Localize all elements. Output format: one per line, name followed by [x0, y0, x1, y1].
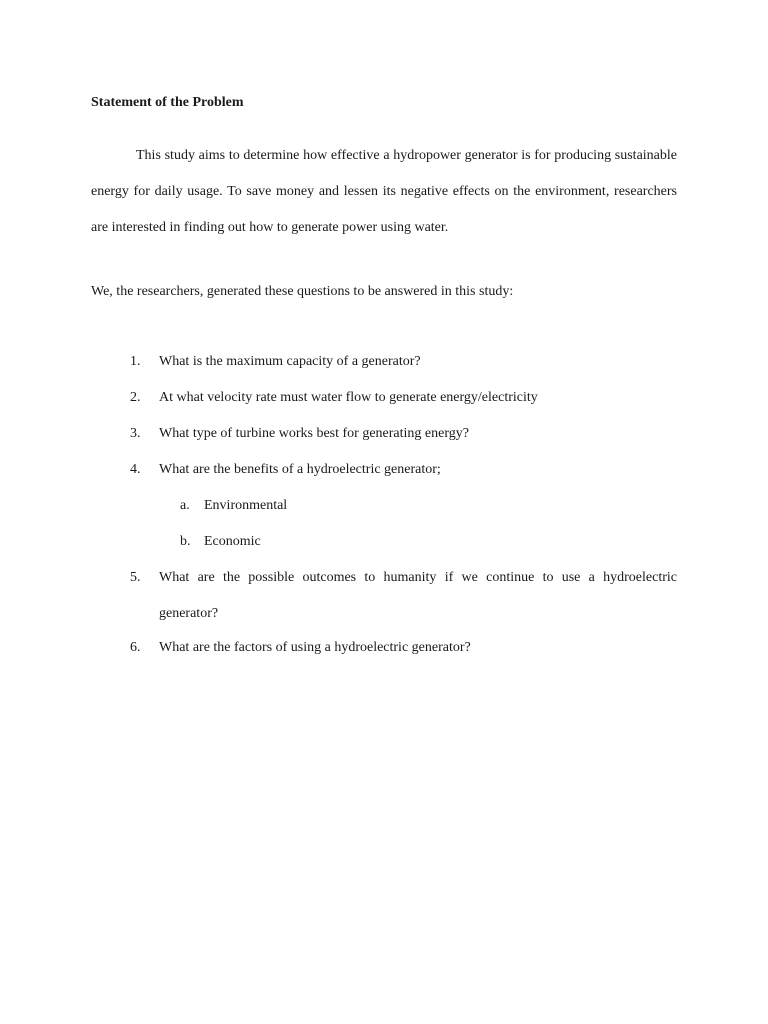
sub-question-text: Environmental	[204, 498, 288, 513]
question-item-2	[130, 380, 677, 416]
question-item-3	[130, 416, 677, 452]
sub-question-text: Economic	[204, 534, 261, 549]
question-item-5	[130, 560, 677, 632]
question-number: 1.	[130, 354, 141, 369]
sub-question-a	[180, 488, 287, 524]
question-item-6	[130, 630, 677, 666]
question-number: 3.	[130, 426, 141, 441]
sub-question-letter: a.	[180, 498, 190, 513]
problem-paragraph: This study aims to determine how effective a hydropower generator is for producing sustainable energy for daily usage. To save money and lessen its negative effects on the environment, researchers are interested in finding out how to generate power using water.	[91, 148, 677, 235]
question-text: What are the factors of using a hydroelectric generator?	[159, 640, 471, 655]
question-text: What are the possible outcomes to humanity if we continue to use a hydroelectric generator?	[159, 570, 677, 621]
question-item-4	[130, 452, 677, 488]
question-item-1	[130, 344, 677, 380]
sub-question-b	[180, 524, 261, 560]
questions-intro: We, the researchers, generated these questions to be answered in this study:	[91, 284, 514, 299]
question-number: 4.	[130, 462, 141, 477]
question-text: At what velocity rate must water flow to generate energy/electricity	[159, 390, 538, 405]
question-text: What type of turbine works best for generating energy?	[159, 426, 469, 441]
sub-question-letter: b.	[180, 534, 191, 549]
question-text: What is the maximum capacity of a generator?	[159, 354, 421, 369]
question-number: 5.	[130, 570, 141, 585]
question-text: What are the benefits of a hydroelectric generator;	[159, 462, 441, 477]
question-number: 2.	[130, 390, 141, 405]
section-heading: Statement of the Problem	[91, 95, 244, 110]
question-number: 6.	[130, 640, 141, 655]
